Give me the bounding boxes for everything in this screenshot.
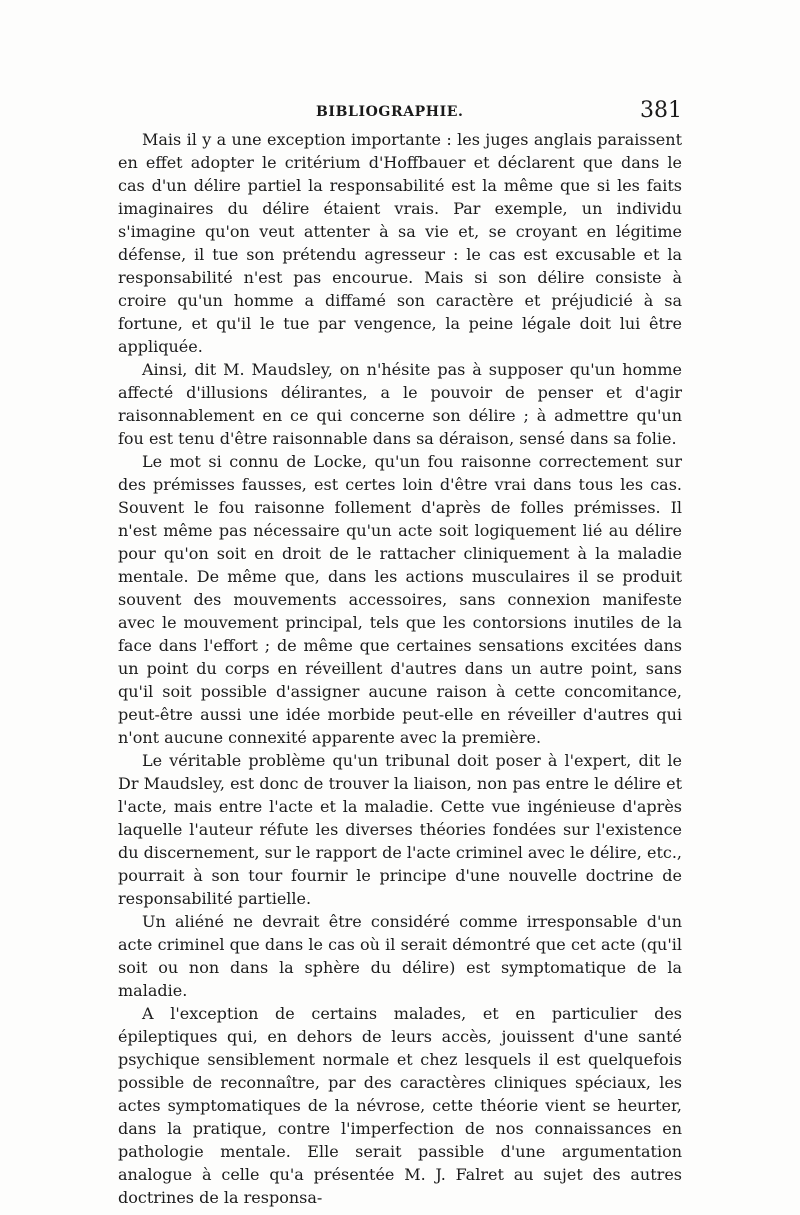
running-title: BIBLIOGRAPHIE. (316, 104, 464, 120)
paragraph: Le mot si connu de Locke, qu'un fou raisonne correctement sur des prémisses fausses, est certes loin d'être vrai dans tous les cas. Souvent le fou raisonne follement d'après de folles prémisses. Il n'est même pas nécessaire qu'un acte soit logiquement lié au délire pour qu'on soit en droit de le rattacher cliniquement à la maladie mentale. De même que, dans les actions musculaires il se produit souvent des mouvements accessoires, sans connexion manifeste avec le mouvement principal, tels que les contorsions inutiles de la face dans l'effort ; de même que certaines sensations excitées dans un point du corps en réveillent d'autres dans un autre point, sans qu'il soit possible d'assigner aucune raison à cette concomitance, peut-être aussi une idée morbide peut-elle en réveiller d'autres qui n'ont aucune connexité apparente avec la première. (118, 452, 682, 747)
paragraph: Un aliéné ne devrait être considéré comme irresponsable d'un acte criminel que dans le cas où il serait démontré que cet acte (qu'il soit ou non dans la sphère du délire) est symptomatique de la maladie. (118, 912, 682, 1000)
body-text (118, 128, 682, 1209)
paragraph: Ainsi, dit M. Maudsley, on n'hésite pas à supposer qu'un homme affecté d'illusions délirantes, a le pouvoir de penser et d'agir raisonnablement en ce qui concerne son délire ; à admettre qu'un fou est tenu d'être raisonnable dans sa déraison, sensé dans sa folie. (118, 360, 682, 448)
paragraph: A l'exception de certains malades, et en particulier des épileptiques qui, en dehors de leurs accès, jouissent d'une santé psychique sensiblement normale et chez lesquels il est quelquefois possible de reconnaître, par des caractères cliniques spéciaux, les actes symptomatiques de la névrose, cette théorie vient se heurter, dans la pratique, contre l'imperfection de nos connaissances en pathologie mentale. Elle serait passible d'une argumentation analogue à celle qu'a présentée M. J. Falret au sujet des autres doctrines de la responsa- (118, 1004, 682, 1207)
paragraph: Mais il y a une exception importante : les juges anglais paraissent en effet adopter le critérium d'Hoffbauer et déclarent que dans le cas d'un délire partiel la responsabilité est la même que si les faits imaginaires du délire étaient vrais. Par exemple, un individu s'imagine qu'on veut attenter à sa vie et, se croyant en légitime défense, il tue son prétendu agresseur : le cas est excusable et la responsabilité n'est pas encourue. Mais si son délire consiste à croire qu'un homme a diffamé son caractère et préjudicié à sa fortune, et qu'il le tue par vengence, la peine légale doit lui être appliquée. (118, 130, 682, 356)
page-header (118, 98, 682, 126)
paragraph: Le véritable problème qu'un tribunal doit poser à l'expert, dit le Dr Maudsley, est donc de trouver la liaison, non pas entre le délire et l'acte, mais entre l'acte et la maladie. Cette vue ingénieuse d'après laquelle l'auteur réfute les diverses théories fondées sur l'existence du discernement, sur le rapport de l'acte criminel avec le délire, etc., pourrait à son tour fournir le principe d'une nouvelle doctrine de responsabilité partielle. (118, 751, 682, 908)
page-number: 381 (640, 98, 682, 123)
